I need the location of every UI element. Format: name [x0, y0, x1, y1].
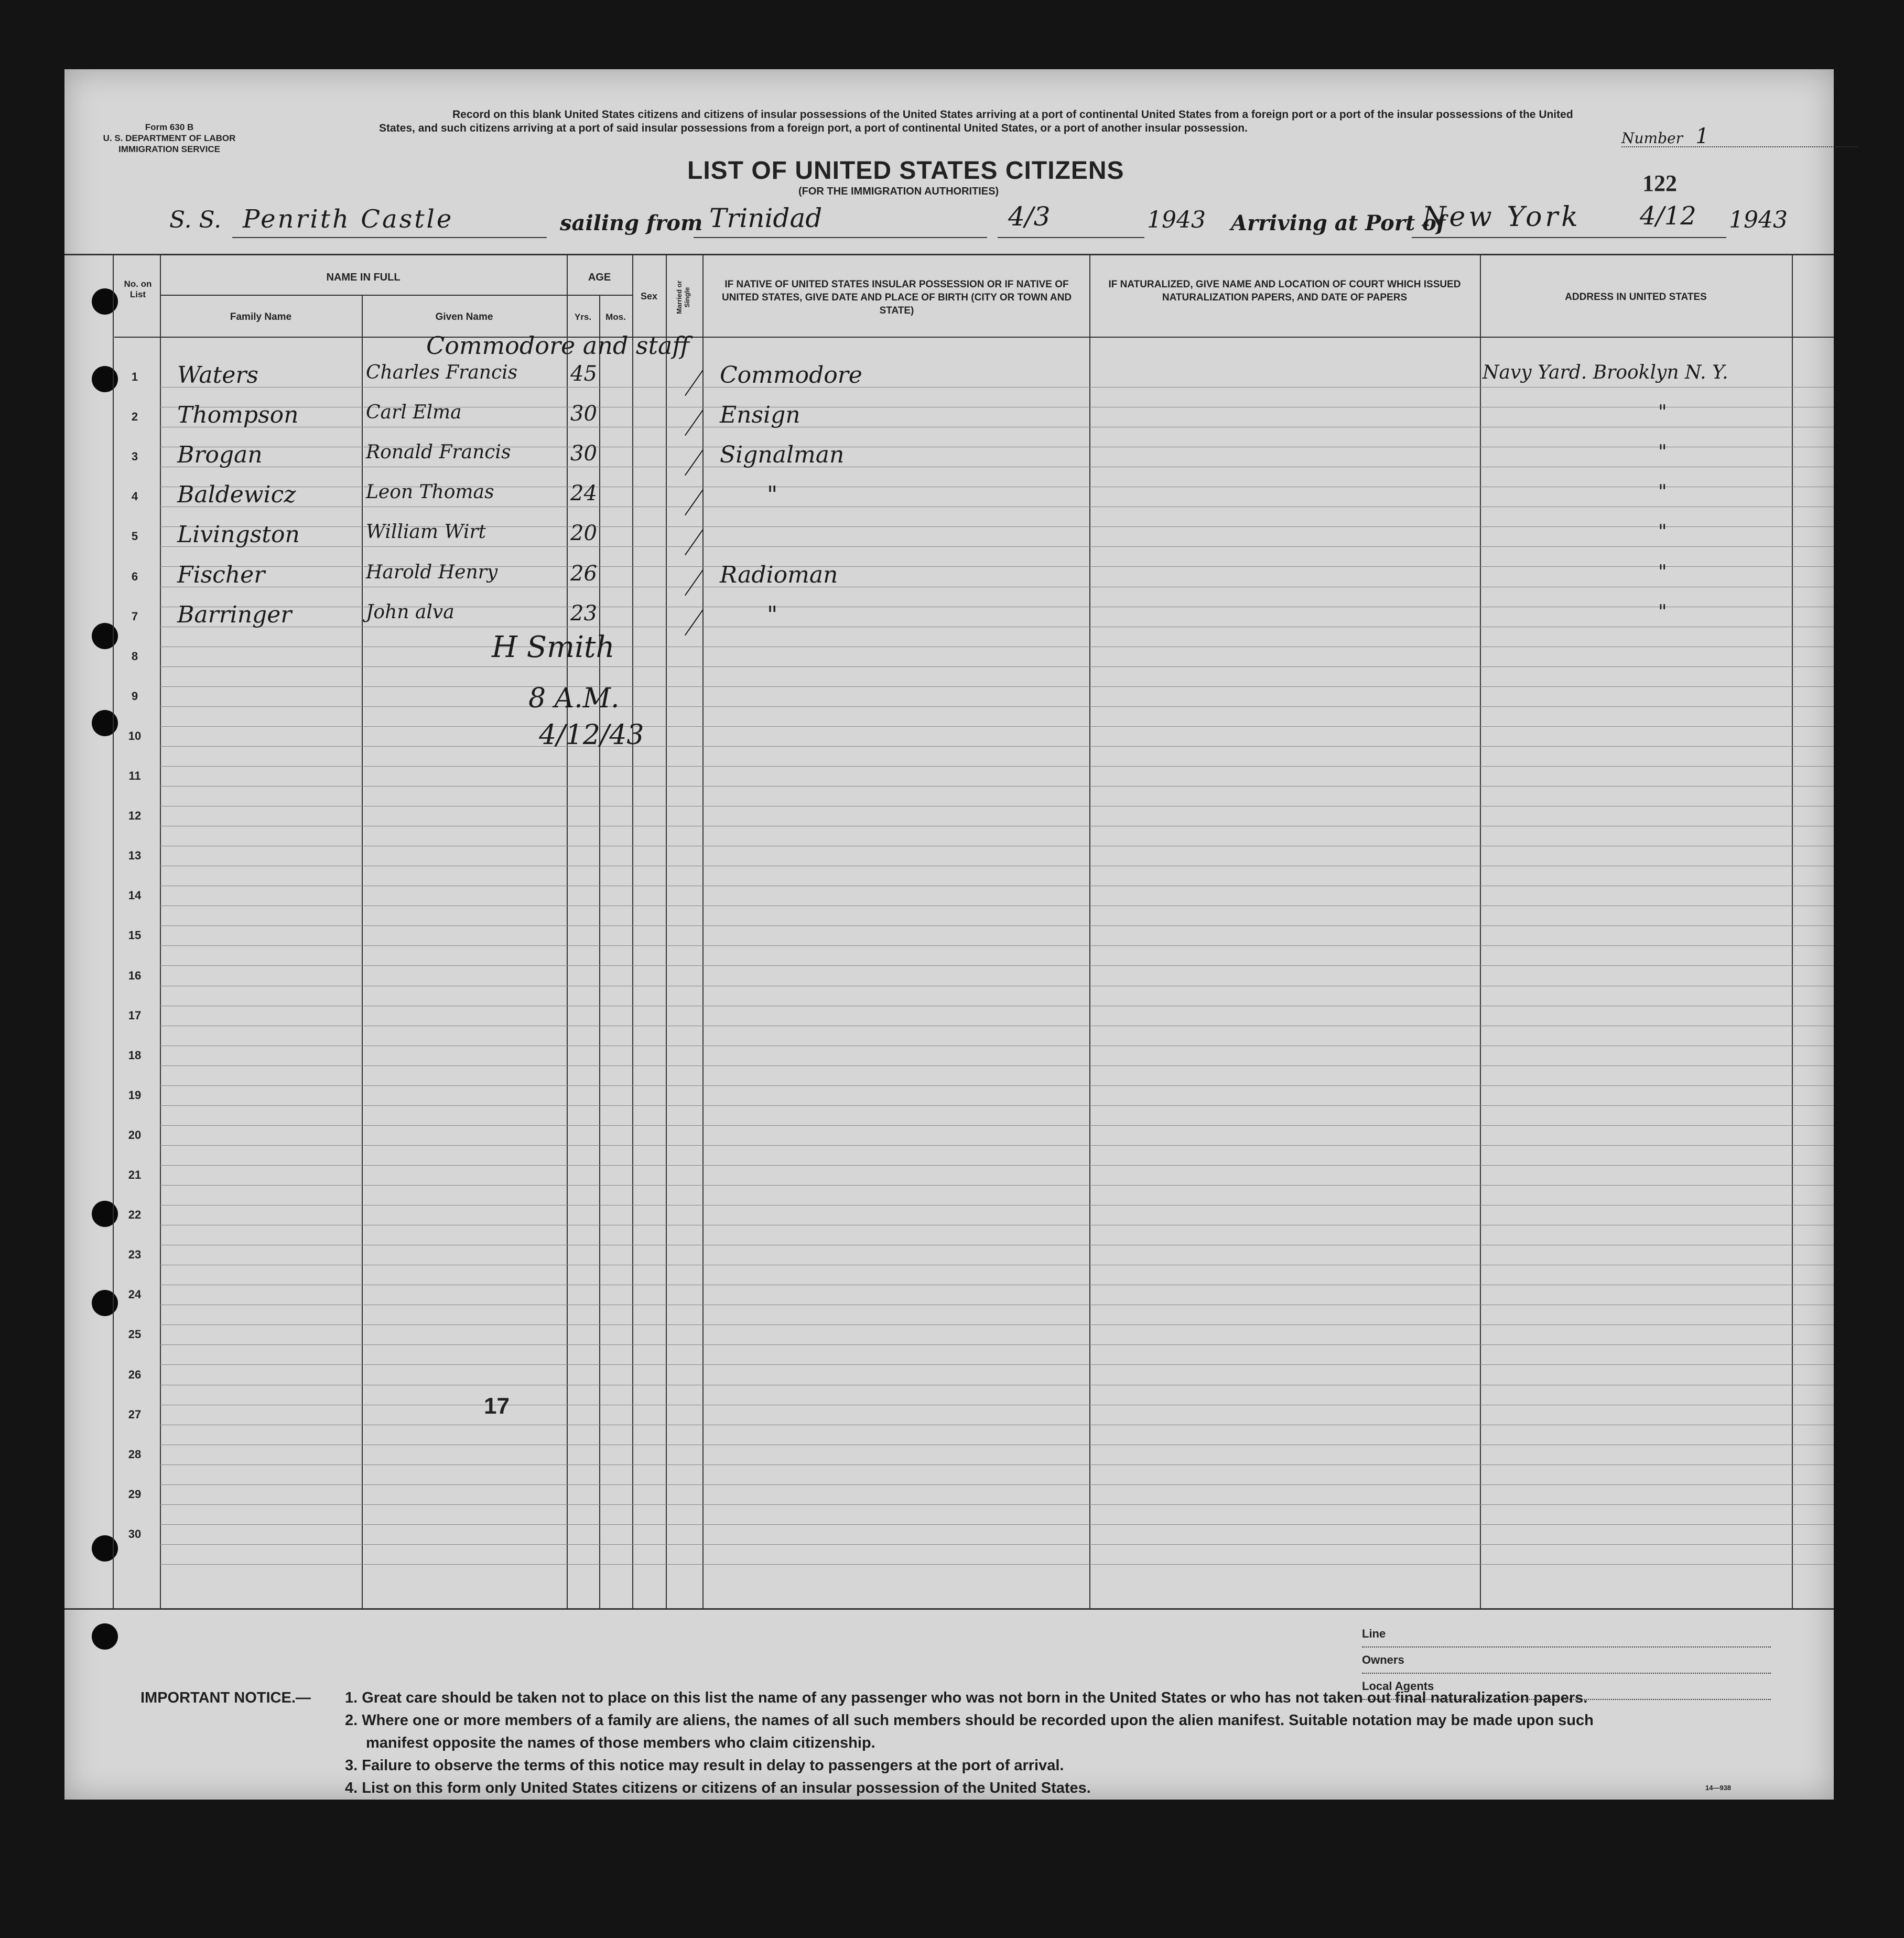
age-cell: 20 [570, 521, 597, 546]
col-no-on-list: No. on List [124, 279, 152, 299]
given-name-cell: Ronald Francis [366, 442, 511, 464]
married-single-tick [685, 529, 704, 555]
number-value: 1 [1695, 124, 1709, 148]
row-number: 13 [128, 849, 142, 863]
arriving-label: Arriving at Port of [1231, 211, 1446, 235]
row-number: 22 [128, 1208, 142, 1222]
row-rule [160, 686, 1834, 687]
row-rule [160, 1504, 1834, 1505]
address-cell: " [1658, 601, 1667, 623]
page-stamp: 122 [1642, 170, 1677, 196]
age-cell: 30 [570, 442, 597, 466]
row-number: 7 [131, 609, 138, 623]
col-family-name: Family Name [230, 311, 292, 322]
row-rule [160, 1165, 1834, 1166]
married-single-tick [685, 449, 704, 476]
address-cell: Navy Yard. Brooklyn N. Y. [1483, 362, 1728, 383]
row-number: 19 [128, 1088, 142, 1102]
arrival-port: New York [1422, 201, 1581, 233]
row-rule [160, 925, 1834, 926]
row-rule [160, 945, 1834, 946]
row-rule [160, 1125, 1834, 1126]
agent-local-label: Local Agents [1362, 1679, 1434, 1693]
row-rule [160, 1484, 1834, 1485]
row-number: 25 [128, 1328, 142, 1341]
given-name-cell: Charles Francis [366, 362, 518, 383]
form-id [101, 122, 237, 155]
row-number: 30 [128, 1527, 142, 1541]
row-rule [160, 1185, 1834, 1186]
row-number: 29 [128, 1487, 142, 1501]
birth-info-cell: Ensign [720, 402, 800, 429]
birth-info-cell: Commodore [720, 362, 862, 389]
form-department: U. S. DEPARTMENT OF LABOR [103, 133, 236, 143]
col-married-single: Married or Single [675, 281, 691, 314]
number-label: Number [1621, 130, 1683, 147]
row-rule [160, 746, 1834, 747]
married-single-tick [685, 609, 704, 635]
row-number: 3 [131, 450, 138, 464]
given-name-cell: Harold Henry [366, 561, 498, 583]
row-number: 17 [128, 1008, 142, 1022]
family-name-cell: Livingston [177, 521, 300, 548]
row-number: 9 [131, 689, 138, 703]
row-rule [160, 1364, 1834, 1365]
table-header-border [114, 337, 1834, 338]
departure-year: 1943 [1147, 207, 1206, 233]
row-number: 28 [128, 1447, 142, 1461]
col-age-years: Yrs. [574, 312, 592, 322]
notice-heading: IMPORTANT NOTICE.— [140, 1689, 311, 1706]
age-cell: 24 [570, 481, 597, 506]
notice-item-1: 1. Great care should be taken not to place on this list the name of any passenger who was not born in the United States or who has not taken out final naturalization papers. [345, 1689, 1588, 1706]
col-age-months: Mos. [605, 312, 626, 322]
address-cell: " [1658, 442, 1667, 464]
row-rule [160, 1544, 1834, 1545]
address-cell: " [1658, 561, 1667, 583]
row-number: 23 [128, 1248, 142, 1262]
row-rule [160, 766, 1834, 767]
row-number: 20 [128, 1128, 142, 1142]
row-number: 16 [128, 968, 142, 982]
address-cell: " [1658, 521, 1667, 543]
row-rule [160, 666, 1834, 667]
agents-block [1362, 1621, 1834, 1700]
row-rule [160, 1524, 1834, 1525]
row-number: 2 [131, 410, 138, 424]
inspector-name: H Smith [492, 630, 615, 664]
given-name-cell: John alva [366, 601, 455, 623]
row-rule [160, 1085, 1834, 1086]
row-rule [160, 726, 1834, 727]
family-name-cell: Barringer [177, 601, 292, 628]
given-name-cell: Carl Elma [366, 402, 462, 424]
ship-name: Penrith Castle [243, 204, 454, 234]
given-name-cell: Leon Thomas [366, 481, 494, 503]
departure-port: Trinidad [709, 203, 823, 233]
row-number: 1 [131, 370, 138, 383]
inspection-time: 8 A.M. [528, 683, 620, 714]
birth-info-cell: Signalman [720, 442, 845, 469]
agent-owners-label: Owners [1362, 1653, 1404, 1666]
family-name-cell: Fischer [177, 561, 265, 588]
age-cell: 23 [570, 601, 597, 626]
instruction-text: Record on this blank United States citizens and citizens of insular possessions of the United States arriving at a port of continental United States from a foreign port or a port of the insular possessions of the United States, and such citizens arriving at a port of said insular possessions from a foreign port, a port of continental United States, or a port of another insular possession. [379, 109, 1573, 134]
col-age: AGE [588, 272, 611, 283]
row-number: 10 [128, 729, 142, 742]
row-number: 21 [128, 1168, 142, 1181]
table-top-border [64, 254, 1834, 255]
birth-info-cell: " [767, 481, 778, 509]
ss-label: S. S. [169, 207, 222, 233]
row-number: 14 [128, 889, 142, 902]
punch-hole [92, 1623, 118, 1650]
table-bottom-border [64, 1608, 1834, 1610]
row-rule [160, 706, 1834, 707]
row-number: 6 [131, 569, 138, 583]
punch-hole [92, 623, 118, 649]
married-single-tick [685, 569, 704, 595]
row-rule [160, 1564, 1834, 1565]
row-rule [160, 965, 1834, 966]
row-number: 8 [131, 649, 138, 663]
row-rule [160, 1105, 1834, 1106]
arrival-year: 1943 [1729, 207, 1788, 233]
row-rule [160, 786, 1834, 787]
row-number: 18 [128, 1048, 142, 1062]
group-note: Commodore and staff [426, 331, 690, 360]
stamp-number: 17 [484, 1393, 510, 1419]
married-single-tick [685, 410, 704, 436]
family-name-cell: Brogan [177, 442, 263, 469]
given-name-cell: William Wirt [366, 521, 486, 543]
number-field [1621, 124, 1857, 147]
row-number: 27 [128, 1407, 142, 1421]
sailing-label: sailing from [560, 211, 703, 235]
notice-item-4: 4. List on this form only United States citizens or citizens of an insular possession of the United States. [345, 1780, 1091, 1796]
row-rule [160, 546, 1834, 547]
age-cell: 26 [570, 561, 597, 586]
row-number: 15 [128, 929, 142, 942]
family-name-cell: Baldewicz [177, 481, 296, 509]
arrival-date: 4/12 [1640, 201, 1696, 231]
row-number: 12 [128, 809, 142, 823]
col-address: ADDRESS IN UNITED STATES [1565, 292, 1707, 303]
form-service: IMMIGRATION SERVICE [118, 144, 220, 154]
row-number: 26 [128, 1368, 142, 1381]
notice-item-3: 3. Failure to observe the terms of this notice may result in delay to passengers at the port of arrival. [345, 1757, 1064, 1774]
row-number: 11 [128, 769, 141, 782]
manifest-page [64, 69, 1834, 1800]
address-cell: " [1658, 481, 1667, 503]
address-cell: " [1658, 402, 1667, 424]
birth-info-cell: " [767, 601, 778, 628]
age-cell: 30 [570, 402, 597, 426]
inspection-date: 4/12/43 [539, 719, 644, 751]
departure-date: 4/3 [1008, 201, 1051, 232]
birth-info-cell: Radioman [720, 561, 838, 588]
page-subtitle: (FOR THE IMMIGRATION AUTHORITIES) [798, 186, 999, 197]
family-name-cell: Waters [177, 362, 258, 389]
agent-line-label: Line [1362, 1627, 1386, 1640]
row-rule [160, 1065, 1834, 1066]
married-single-tick [685, 370, 704, 396]
married-single-tick [685, 489, 704, 515]
age-cell: 45 [570, 362, 597, 386]
punch-hole [92, 288, 118, 315]
page-title: LIST OF UNITED STATES CITIZENS [687, 157, 1124, 185]
col-given-name: Given Name [435, 311, 493, 322]
row-number: 24 [128, 1288, 142, 1301]
family-name-cell: Thompson [177, 402, 299, 429]
col-naturalization: IF NATURALIZED, GIVE NAME AND LOCATION OF COURT WHICH ISSUED NATURALIZATION PAPERS, AND DATE OF PAPERS [1108, 279, 1461, 303]
row-number: 4 [131, 490, 138, 503]
row-number: 5 [131, 530, 138, 543]
notice-item-2-cont: manifest opposite the names of those members who claim citizenship. [366, 1735, 875, 1751]
col-birth-info: IF NATIVE OF UNITED STATES INSULAR POSSESSION OR IF NATIVE OF UNITED STATES, GIVE DATE AND PLACE OF BIRTH (CITY OR TOWN AND STATE) [721, 279, 1072, 316]
col-sex: Sex [640, 291, 658, 302]
form-number: Form 630 B [145, 122, 194, 132]
notice-item-2: 2. Where one or more members of a family are aliens, the names of all such members should be recorded upon the alien manifest. Suitable notation may be made upon such [345, 1712, 1594, 1729]
row-rule [160, 1145, 1834, 1146]
col-name-in-full: NAME IN FULL [326, 272, 401, 283]
printer-code: 14—938 [1705, 1784, 1732, 1792]
row-rule [160, 1344, 1834, 1345]
